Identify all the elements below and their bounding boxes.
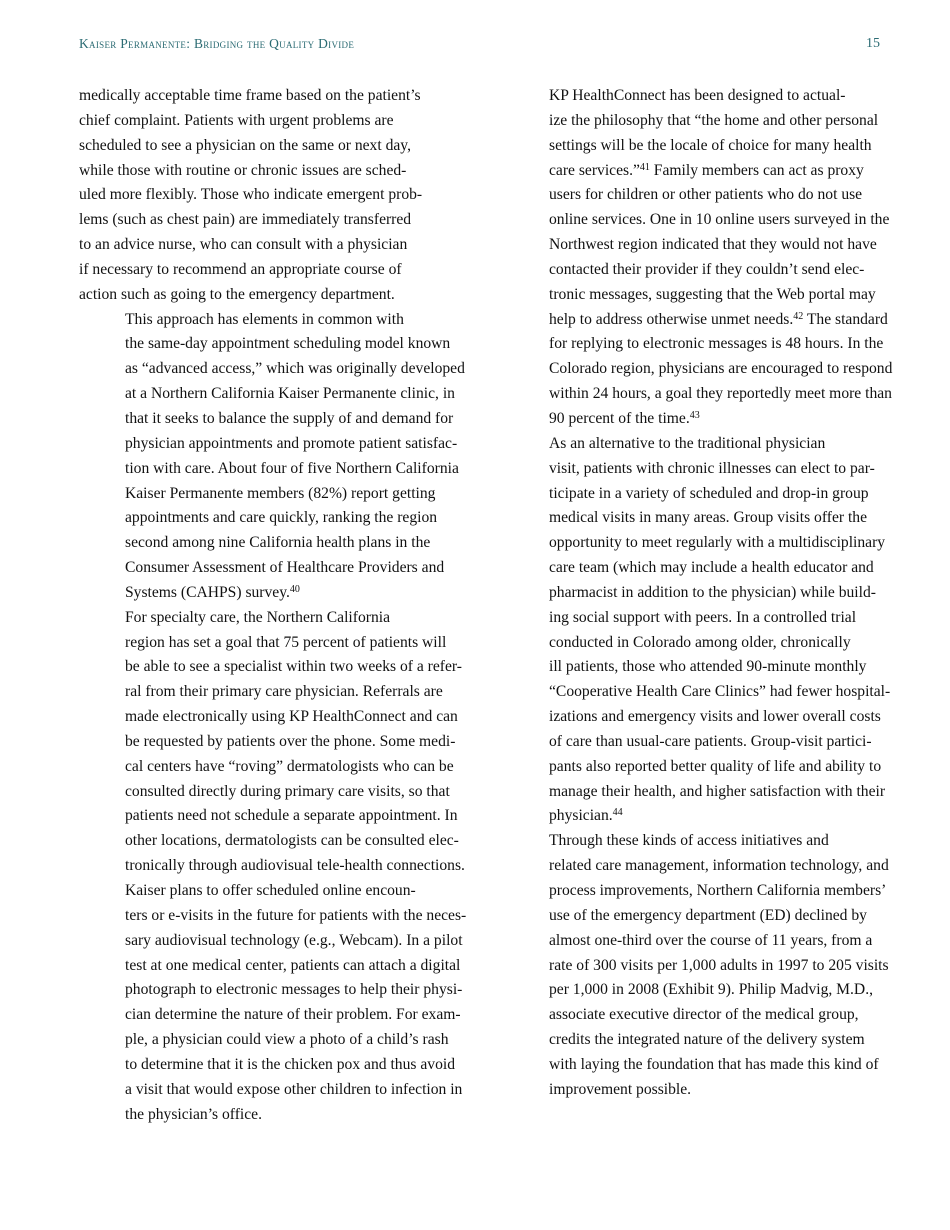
text-line [79, 879, 455, 904]
text-line [503, 109, 879, 134]
line-text: within 24 hours, a goal they reportedly meet more than [549, 385, 892, 403]
text-line [503, 332, 884, 357]
line-text: photograph to electronic messages to help their physi- [125, 981, 463, 999]
text-line [503, 432, 879, 457]
footnote-reference[interactable]: 44 [612, 807, 623, 819]
line-text: pharmacist in addition to the physician) while build- [549, 583, 876, 601]
line-text: ill patients, those who attended 90-minute monthly [549, 658, 867, 676]
text-line [79, 705, 458, 730]
line-text: test at one medical center, patients can attach a digital [125, 956, 461, 974]
text-line [79, 482, 455, 507]
line-text: improvement possible. [549, 1080, 692, 1098]
text-line [79, 1053, 455, 1078]
line-text: scheduled to see a physician on the same or next day, [79, 136, 411, 154]
text-line [79, 1028, 455, 1053]
line-text: the physician’s office. [125, 1105, 262, 1123]
line-text: appointments and care quickly, ranking the region [125, 509, 438, 527]
line-text: per 1,000 in 2008 (Exhibit 9). Philip Madvig, M.D., [549, 981, 873, 999]
line-text: ize the philosophy that “the home and other personal [549, 111, 879, 129]
line-text: ral from their primary care physician. Referrals are [125, 683, 443, 701]
line-text: ing social support with peers. In a controlled trial [549, 608, 857, 626]
text-line [79, 457, 459, 482]
line-text: other locations, dermatologists can be consulted elec- [125, 832, 459, 850]
line-text: ple, a physician could view a photo of a child’s rash [125, 1031, 449, 1049]
text-line [503, 904, 879, 929]
line-text: cian determine the nature of their problem. For exam- [125, 1006, 461, 1024]
line-text: consulted directly during primary care visits, so that [125, 782, 450, 800]
text-line [503, 1003, 879, 1028]
text-line [79, 804, 458, 829]
line-text: help to address otherwise unmet needs. [549, 310, 794, 328]
line-text: Colorado region, physicians are encouraged to respond [549, 360, 893, 378]
line-text: contacted their provider if they couldn’t send elec- [549, 260, 865, 278]
text-line [503, 159, 879, 184]
text-line [79, 581, 455, 606]
line-text: medically acceptable time frame based on the patient’s [79, 87, 421, 104]
text-line [79, 1003, 461, 1028]
text-line [79, 183, 455, 208]
text-line [79, 258, 455, 283]
line-text: cal centers have “roving” dermatologists who can be [125, 757, 454, 775]
line-text: for replying to electronic messages is 48 hours. In the [549, 335, 884, 353]
line-text: with laying the foundation that has made this kind of [549, 1055, 879, 1073]
text-line [79, 954, 461, 979]
text-line [79, 904, 467, 929]
text-line [79, 929, 463, 954]
text-line [79, 506, 455, 531]
text-line [79, 780, 455, 805]
text-line [503, 258, 879, 283]
text-line [503, 1053, 879, 1078]
text-line [79, 556, 455, 581]
text-line [79, 531, 455, 556]
text-line [503, 954, 889, 979]
line-text: while those with routine or chronic issues are sched- [79, 161, 407, 179]
line-text: physician. [549, 807, 613, 825]
line-text: tronically through audiovisual tele-health connections. [125, 857, 465, 875]
text-line [503, 283, 879, 308]
text-line [503, 755, 882, 780]
line-text: rate of 300 visits per 1,000 adults in 1997 to 205 visits [549, 956, 889, 974]
page-number: 15 [866, 36, 880, 51]
line-text: as “advanced access,” which was originally developed [125, 360, 465, 378]
text-line [503, 208, 890, 233]
line-text: second among nine California health plans in the [125, 534, 431, 552]
line-text: care services.” [549, 161, 640, 179]
text-line [503, 631, 879, 656]
text-line [503, 308, 888, 333]
text-line [79, 606, 455, 631]
line-text: process improvements, Northern California members’ [549, 882, 887, 899]
line-text: KP HealthConnect has been designed to actual- [549, 87, 846, 104]
line-text: at a Northern California Kaiser Permanente clinic, in [125, 385, 455, 403]
line-text: action such as going to the emergency department. [79, 285, 395, 303]
text-line [503, 978, 879, 1003]
footnote-reference[interactable]: 41 [639, 161, 650, 173]
text-line [503, 357, 893, 382]
line-text: Consumer Assessment of Healthcare Providers and [125, 559, 445, 577]
text-line [503, 531, 886, 556]
line-text: ticipate in a variety of scheduled and drop-in group [549, 484, 869, 502]
text-line [79, 159, 455, 184]
line-text: Through these kinds of access initiatives and [549, 832, 829, 850]
text-line [79, 233, 455, 258]
text-line [503, 879, 887, 904]
text-line [79, 978, 463, 1003]
text-line [503, 1028, 879, 1053]
line-text: the same-day appointment scheduling model known [125, 335, 451, 353]
line-text: a visit that would expose other children to infection in [125, 1080, 463, 1098]
running-header-title: Kaiser Permanente: Bridging the Quality Divide [79, 36, 355, 51]
text-line [503, 780, 886, 805]
line-text-continued: The standard [803, 310, 888, 328]
line-text: Systems (CAHPS) survey. [125, 583, 290, 601]
line-text: of care than usual-care patients. Group-visit partici- [549, 732, 872, 750]
line-text: associate executive director of the medical group, [549, 1006, 859, 1024]
paragraph [79, 308, 465, 606]
text-line [79, 109, 455, 134]
text-line [503, 680, 891, 705]
text-line [79, 829, 459, 854]
line-text: tion with care. About four of five Northern California [125, 459, 459, 477]
paragraph [79, 84, 455, 308]
text-line [79, 208, 455, 233]
line-text: Northwest region indicated that they would not have [549, 236, 877, 254]
paragraph [79, 879, 467, 1127]
line-text: As an alternative to the traditional physician [549, 434, 826, 452]
line-text: be requested by patients over the phone. Some medi- [125, 732, 456, 750]
line-text: sary audiovisual technology (e.g., Webcam). In a pilot [125, 931, 463, 949]
text-line [79, 432, 458, 457]
text-line [79, 680, 455, 705]
line-text: use of the emergency department (ED) declined by [549, 906, 867, 924]
text-line [503, 829, 879, 854]
text-line [79, 655, 462, 680]
text-line [503, 84, 879, 109]
text-line [503, 1078, 879, 1103]
line-text: pants also reported better quality of life and ability to [549, 757, 882, 775]
line-text: conducted in Colorado among older, chronically [549, 633, 851, 651]
text-line [79, 730, 455, 755]
text-line [503, 482, 879, 507]
paragraph [503, 829, 889, 1102]
line-text: tronic messages, suggesting that the Web portal may [549, 285, 876, 303]
line-text: physician appointments and promote patient satisfac- [125, 434, 458, 452]
line-text: uled more flexibly. Those who indicate emergent prob- [79, 186, 423, 204]
text-line [503, 705, 879, 730]
text-line [79, 382, 455, 407]
text-line [503, 556, 879, 581]
line-text: users for children or other patients who do not use [549, 186, 863, 204]
line-text: almost one-third over the course of 11 years, from a [549, 931, 873, 949]
line-text: if necessary to recommend an appropriate course of [79, 260, 402, 278]
line-text: Kaiser plans to offer scheduled online encoun- [125, 882, 416, 899]
line-text: medical visits in many areas. Group visits offer the [549, 509, 868, 527]
text-line [503, 606, 879, 631]
line-text: region has set a goal that 75 percent of patients will [125, 633, 447, 651]
footnote-reference[interactable]: 43 [689, 409, 700, 421]
text-line [503, 730, 879, 755]
text-line [79, 84, 455, 109]
line-text: to an advice nurse, who can consult with a physician [79, 236, 408, 254]
text-line [79, 308, 455, 333]
text-line [503, 581, 879, 606]
text-line [79, 854, 465, 879]
line-text: ters or e-visits in the future for patients with the neces- [125, 906, 467, 924]
footnote-reference[interactable]: 42 [793, 310, 804, 322]
line-text: lems (such as chest pain) are immediately transferred [79, 211, 412, 229]
text-line [503, 134, 879, 159]
line-text: izations and emergency visits and lower overall costs [549, 708, 881, 726]
line-text: related care management, information technology, and [549, 857, 889, 875]
text-line [503, 233, 879, 258]
line-text: be able to see a specialist within two weeks of a refer- [125, 658, 462, 676]
text-line [79, 1078, 463, 1103]
paragraph [503, 84, 893, 432]
line-text: manage their health, and higher satisfaction with their [549, 782, 886, 800]
text-line [79, 134, 455, 159]
text-line [503, 929, 879, 954]
line-text: This approach has elements in common with [125, 310, 404, 328]
line-text: 90 percent of the time. [549, 409, 690, 427]
text-line [503, 457, 879, 482]
line-text: “Cooperative Health Care Clinics” had fewer hospital- [549, 683, 891, 701]
text-line [503, 506, 879, 531]
footnote-reference[interactable]: 40 [289, 583, 300, 595]
line-text: made electronically using KP HealthConnect and can [125, 708, 458, 726]
line-text: settings will be the locale of choice for many health [549, 136, 872, 154]
text-line [503, 183, 879, 208]
line-text: credits the integrated nature of the delivery system [549, 1031, 865, 1049]
text-line [503, 382, 892, 407]
line-text: visit, patients with chronic illnesses can elect to par- [549, 459, 875, 477]
paragraph [503, 432, 891, 830]
text-line [79, 1103, 455, 1128]
line-text: online services. One in 10 online users surveyed in the [549, 211, 890, 229]
text-line [503, 407, 879, 432]
line-text: to determine that it is the chicken pox and thus avoid [125, 1055, 455, 1073]
right-text-column [503, 84, 893, 1103]
text-line [79, 332, 455, 357]
text-line [79, 357, 465, 382]
text-line [503, 804, 879, 829]
line-text: opportunity to meet regularly with a multidisciplinary [549, 534, 886, 552]
left-text-column [79, 84, 467, 1127]
text-line [79, 283, 455, 308]
line-text: care team (which may include a health educator and [549, 559, 874, 577]
line-text: patients need not schedule a separate appointment. In [125, 807, 458, 825]
text-line [503, 854, 889, 879]
text-line [79, 755, 455, 780]
line-text-continued: Family members can act as proxy [649, 161, 864, 179]
line-text: chief complaint. Patients with urgent problems are [79, 111, 394, 129]
text-line [503, 655, 879, 680]
text-line [79, 631, 455, 656]
paragraph [79, 606, 465, 879]
text-line [79, 407, 455, 432]
line-text: Kaiser Permanente members (82%) report getting [125, 484, 436, 502]
line-text: For specialty care, the Northern California [125, 608, 390, 626]
line-text: that it seeks to balance the supply of and demand for [125, 409, 454, 427]
